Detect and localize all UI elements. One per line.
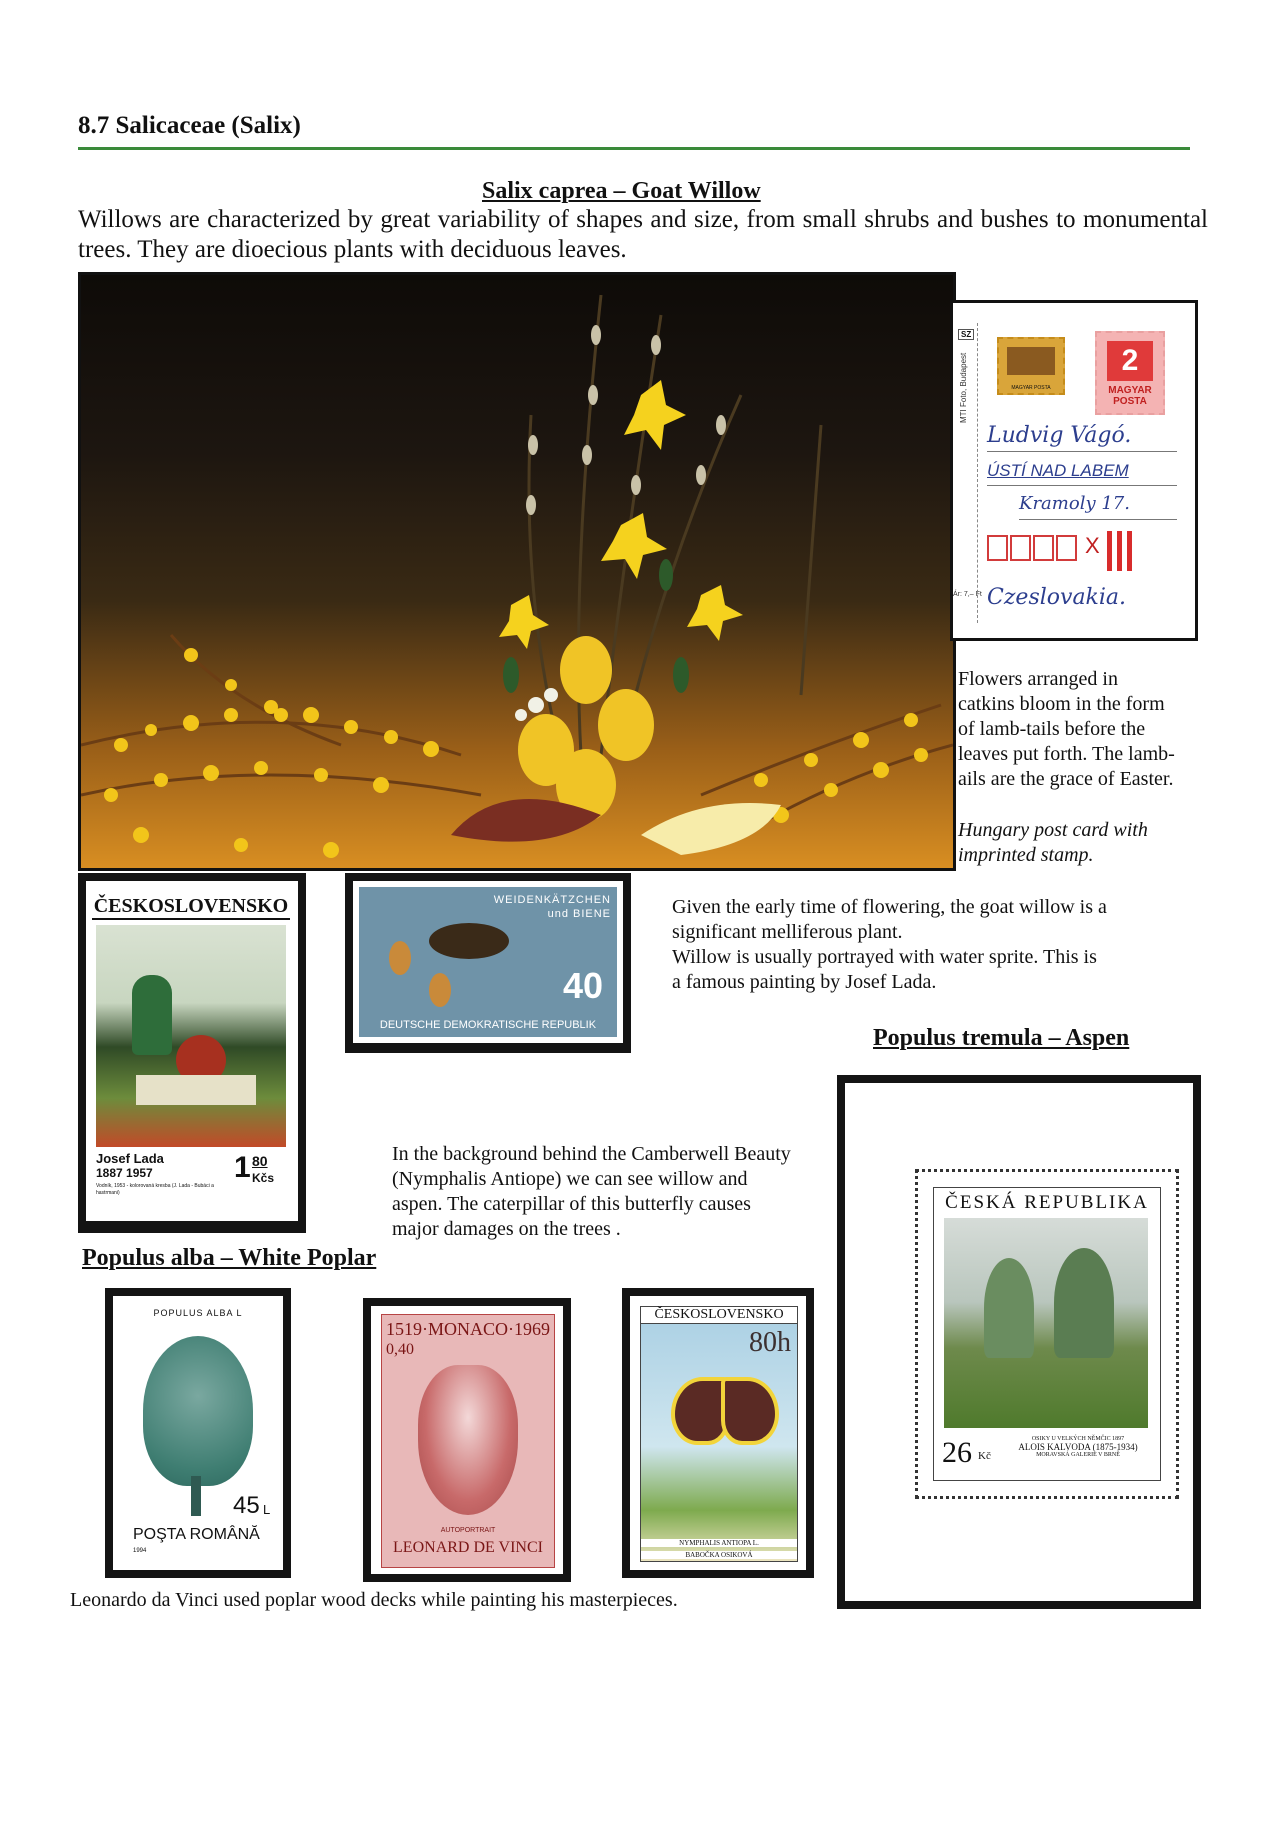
- small-building-stamp: [997, 337, 1065, 395]
- monaco-header: 1519·MONACO·1969: [386, 1319, 550, 1339]
- czech-republic-stamp: [933, 1187, 1161, 1481]
- flowers-caption: [958, 667, 1198, 792]
- postcard-price: Ár: 7,– Ft: [953, 591, 982, 598]
- romania-value-suffix: L: [263, 1502, 271, 1517]
- imprinted-stamp-country: MAGYAR POSTA: [1108, 385, 1152, 407]
- flowers-caption-line-1: Flowers arranged in: [958, 668, 1118, 690]
- kalvoda-line-3: MORAVSKÁ GALERIE V BRNĚ: [1036, 1452, 1120, 1458]
- postal-code-boxes: [987, 535, 1081, 566]
- butterfly-line-2: BABOČKA OSIKOVÁ: [641, 1551, 797, 1559]
- easter-flowers-photo: [78, 272, 956, 871]
- postal-bars: [1107, 531, 1137, 571]
- catkin-illustration-2: [429, 973, 451, 1007]
- kalvoda-line-1: OSIKY U VELKÝCH NĚMČIC 1897: [1031, 1436, 1125, 1442]
- bee-illustration: [429, 923, 509, 959]
- postcard-caption: [958, 818, 1198, 868]
- flowers-caption-line-4: leaves put forth. The lamb-: [958, 743, 1175, 765]
- section-divider: [78, 147, 1190, 150]
- czech-republic-currency: Kč: [978, 1450, 991, 1462]
- ddr-stamp-mount: [345, 873, 631, 1053]
- ddr-stamp-design: [359, 887, 617, 1037]
- butterfly-line-1: NYMPHALIS ANTIOPA L.: [641, 1539, 797, 1547]
- lada-artist: Josef Lada: [96, 1151, 164, 1166]
- camberwell-line-3: aspen. The caterpillar of this butterfly causes: [392, 1193, 751, 1215]
- ddr-top-line-1: WEIDENKÄTZCHEN: [493, 894, 611, 906]
- camberwell-line-4: major damages on the trees .: [392, 1218, 621, 1240]
- romania-value: 45: [233, 1492, 260, 1519]
- section-title: 8.7 Salicaceae (Salix): [78, 112, 301, 139]
- ddr-top-line-2: und BIENE: [547, 908, 611, 920]
- address-line-3: Kramoly 17.: [1019, 493, 1177, 520]
- catkin-illustration: [389, 941, 411, 975]
- easter-arrangement-illustration: [81, 275, 953, 868]
- melliferous-line-2: significant melliferous plant.: [672, 921, 903, 943]
- romania-stamp-mount: [105, 1288, 291, 1578]
- address-line-2: ÚSTÍ NAD LABEM: [987, 461, 1177, 486]
- czech-republic-value: 26: [942, 1436, 972, 1469]
- postcard-caption-line-1: Hungary post card with: [958, 819, 1148, 841]
- postcard-caption-line-2: imprinted stamp.: [958, 844, 1094, 866]
- kalvoda-painting: [944, 1218, 1148, 1428]
- willow-intro-paragraph: Willows are characterized by great variability of shapes and size, from small shrubs and bushes to monumental trees. They are dioecious plants with deciduous leaves.: [78, 206, 1208, 263]
- melliferous-text: [672, 895, 1172, 995]
- poplar-tree-illustration: [143, 1336, 253, 1486]
- monaco-name: LEONARD DE VINCI: [393, 1539, 543, 1556]
- leonardo-caption: Leonardo da Vinci used poplar wood decks while painting his masterpieces.: [70, 1589, 678, 1611]
- sz-mark: SZ: [958, 329, 974, 340]
- lada-stamp-country: ČESKOSLOVENSKO: [92, 895, 290, 920]
- monaco-stamp-design: [381, 1314, 555, 1568]
- butterfly-country: ČESKOSLOVENSKO: [641, 1307, 797, 1324]
- melliferous-line-3: Willow is usually portrayed with water sprite. This is: [672, 946, 1097, 968]
- small-stamp-label: MAGYAR POSTA: [1011, 385, 1051, 391]
- romania-stamp: [113, 1296, 283, 1570]
- melliferous-line-4: a famous painting by Josef Lada.: [672, 971, 937, 993]
- ddr-country: DEUTSCHE DEMOKRATISCHE REPUBLIK: [379, 1019, 597, 1031]
- address-line-4: Czeslovakia.: [987, 585, 1127, 610]
- camberwell-line-1: In the background behind the Camberwell Beauty: [392, 1143, 791, 1165]
- czech-republic-sheet: [845, 1083, 1193, 1601]
- lada-caption: Vodník, 1953 - kolorovaná kresba (J. Lada - Bubáci a hastrmani): [96, 1183, 214, 1196]
- butterfly-value: 80h: [749, 1327, 791, 1358]
- lada-years: 1887 1957: [96, 1166, 153, 1180]
- aspen-heading: Populus tremula – Aspen: [873, 1025, 1130, 1051]
- lada-value: 1: [234, 1151, 251, 1184]
- postal-code-x: X: [1085, 533, 1100, 558]
- poplar-trunk: [191, 1476, 201, 1516]
- white-poplar-heading: Populus alba – White Poplar: [82, 1245, 377, 1271]
- imprinted-stamp: [1095, 331, 1165, 415]
- imprinted-stamp-value: 2: [1107, 341, 1153, 381]
- ddr-value: 40: [562, 965, 603, 1006]
- flowers-caption-line-5: ails are the grace of Easter.: [958, 768, 1174, 790]
- monaco-stamp: [371, 1306, 563, 1574]
- photo-credit: MTI Foto, Budapest: [959, 352, 968, 423]
- address-line-1: Ludvig Vágó.: [987, 423, 1177, 452]
- lada-value-sup: 80: [252, 1153, 268, 1169]
- flowers-caption-line-3: of lamb-tails before the: [958, 718, 1146, 740]
- butterfly-stamp: [630, 1296, 806, 1570]
- kalvoda-line-2: ALOIS KALVODA (1875-1934): [1018, 1442, 1138, 1452]
- leonardo-portrait: [418, 1365, 518, 1515]
- hungary-postcard-back: [950, 300, 1198, 641]
- postcard-divider: [977, 323, 978, 623]
- goat-willow-heading: Salix caprea – Goat Willow: [482, 178, 761, 204]
- lada-painting: [96, 925, 286, 1147]
- monaco-stamp-mount: [363, 1298, 571, 1582]
- monaco-value: 0,40: [386, 1341, 414, 1358]
- romania-year: 1994: [133, 1548, 147, 1554]
- czech-republic-sheet-mount: [837, 1075, 1201, 1609]
- butterfly-stamp-mount: [622, 1288, 814, 1578]
- lada-currency: Kčs: [252, 1171, 275, 1185]
- camberwell-line-2: (Nymphalis Antiope) we can see willow and: [392, 1168, 748, 1190]
- romania-title: POPULUS ALBA L: [153, 1308, 243, 1318]
- czech-republic-country: ČESKÁ REPUBLIKA: [945, 1192, 1149, 1213]
- flowers-caption-line-2: catkins bloom in the form: [958, 693, 1165, 715]
- camberwell-text: [392, 1142, 852, 1242]
- camberwell-beauty-illustration: [671, 1377, 771, 1457]
- ddr-stamp: [353, 881, 623, 1043]
- melliferous-line-1: Given the early time of flowering, the goat willow is a: [672, 896, 1107, 918]
- lada-stamp: [86, 881, 298, 1221]
- butterfly-stamp-design: [640, 1306, 798, 1562]
- romania-country: POŞTA ROMÂNĂ: [133, 1526, 260, 1543]
- monaco-subtitle: AUTOPORTRAIT: [440, 1527, 496, 1534]
- lada-stamp-mount: [78, 873, 306, 1233]
